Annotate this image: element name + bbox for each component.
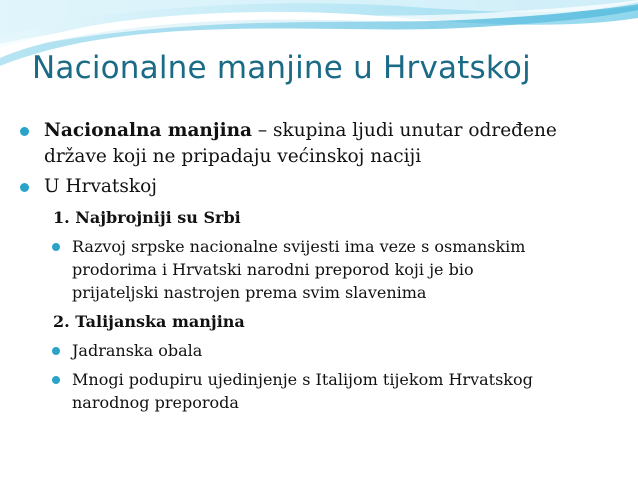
bullet-icon: [20, 183, 29, 192]
mnogi-podupiru-text-line2: narodnog preporoda: [72, 393, 239, 412]
bullet-icon: [52, 376, 60, 384]
bullet-item-continuation: [0, 144, 638, 170]
bullet-item-u-hrvatskoj: [0, 174, 638, 200]
section-heading-srbi: 1. Najbrojniji su Srbi: [53, 208, 241, 227]
razvoj-text-line3: prijateljski nastrojen prema svim slavenima: [72, 283, 427, 302]
bullet-icon: [52, 347, 60, 355]
razvoj-text-line1: Razvoj srpske nacionalne svijesti ima veze s osmanskim: [72, 237, 526, 256]
slide-title: Nacionalne manjine u Hrvatskoj: [32, 50, 531, 86]
definition-text-line2: države koji ne pripadaju većinskoj naciji: [44, 146, 422, 167]
mnogi-podupiru-text-line1: Mnogi podupiru ujedinjenje s Italijom tijekom Hrvatskog: [72, 370, 533, 389]
definition-text-line1: – skupina ljudi unutar određene: [252, 120, 557, 141]
term-nacionalna-manjina: Nacionalna manjina: [44, 120, 253, 141]
bullet-icon: [20, 127, 29, 136]
bullet-item-razvoj-cont2: [0, 281, 638, 304]
bullet-item-razvoj: [0, 235, 638, 258]
bullet-item-razvoj-cont1: [0, 258, 638, 281]
bullet-icon: [52, 243, 60, 251]
bullet-item-mnogi-podupiru: [0, 368, 638, 391]
jadranska-obala-text: Jadranska obala: [72, 341, 203, 360]
slide-content: [0, 118, 638, 414]
bullet-item-mnogi-podupiru-cont: [0, 391, 638, 414]
bullet-item-nacionalna-manjina: [0, 118, 638, 144]
u-hrvatskoj-label: U Hrvatskoj: [44, 176, 157, 197]
bullet-item-jadranska-obala: [0, 339, 638, 362]
section-heading-talijani: 2. Talijanska manjina: [53, 312, 245, 331]
razvoj-text-line2: prodorima i Hrvatski narodni preporod koji je bio: [72, 260, 474, 279]
